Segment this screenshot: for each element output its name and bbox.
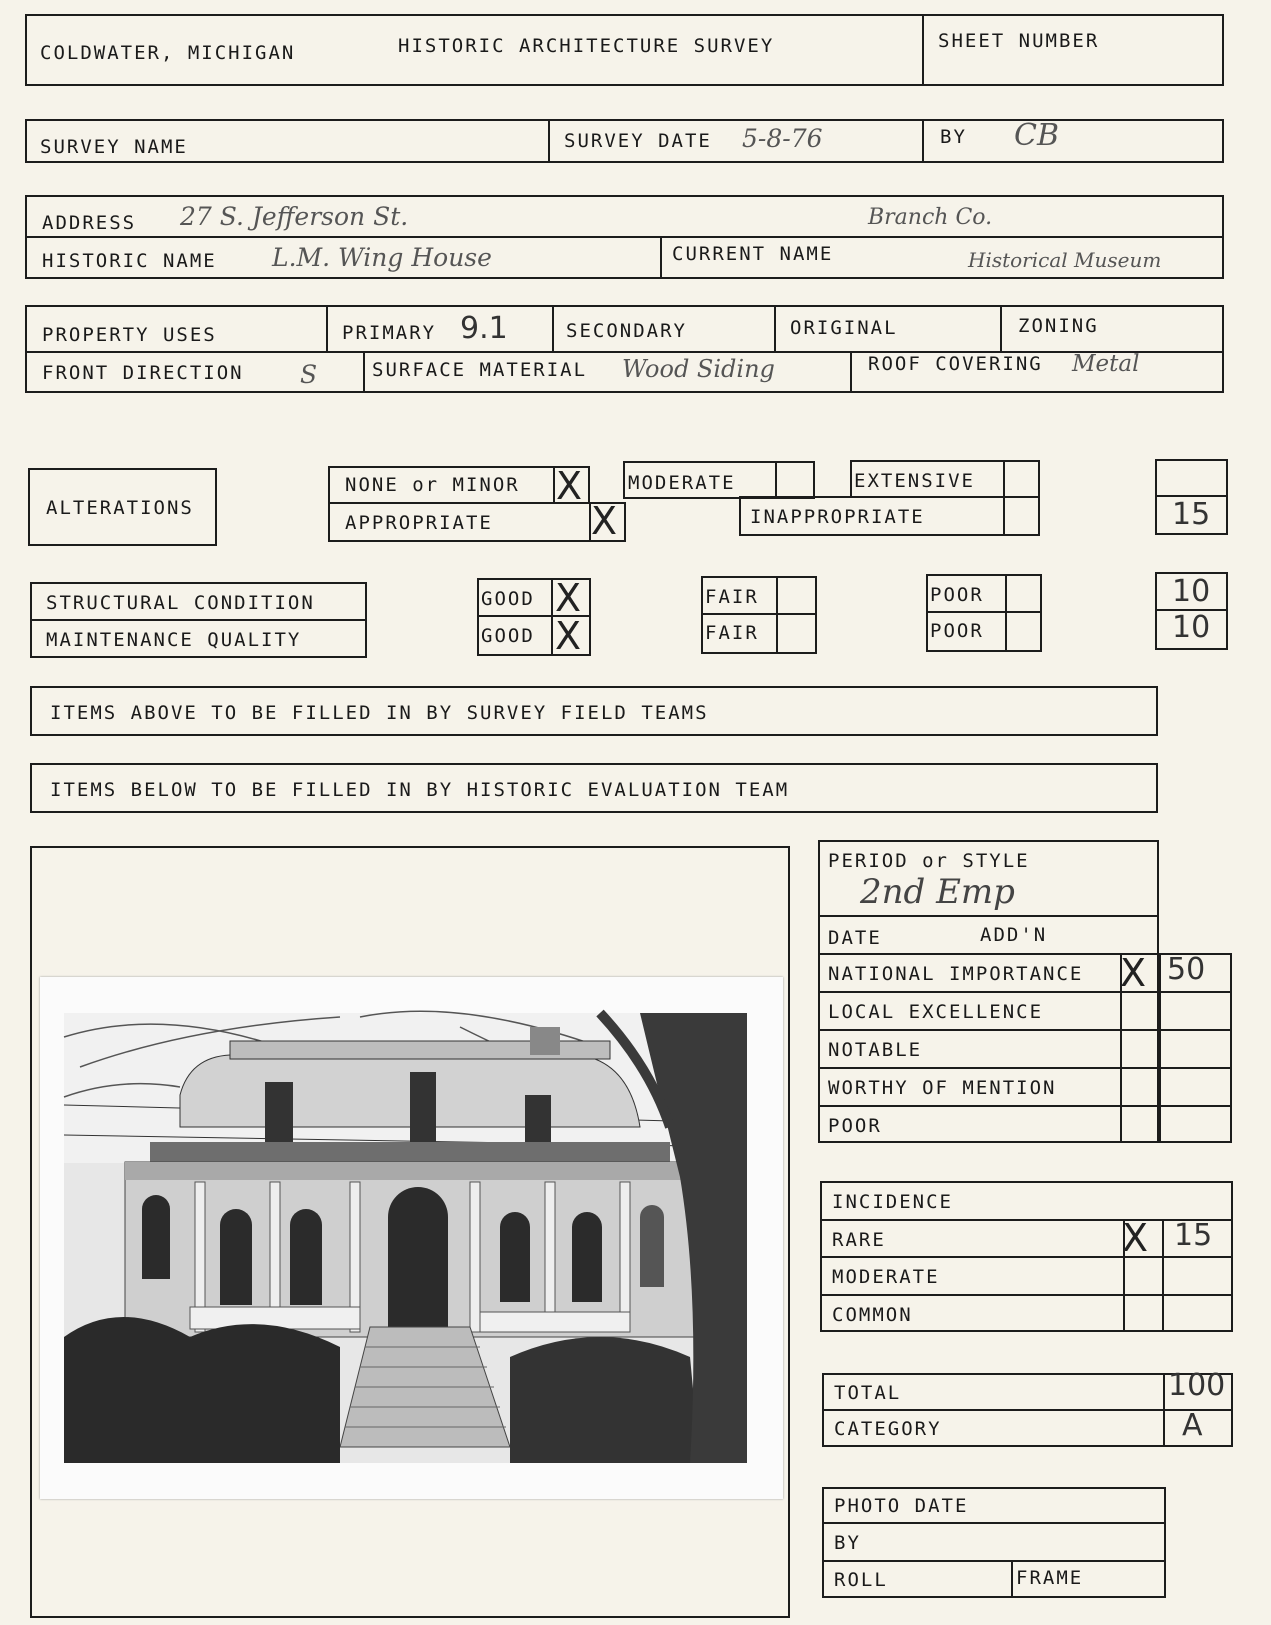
incidence-label: INCIDENCE	[832, 1191, 953, 1213]
worthy-of-mention-label: WORTHY OF MENTION	[828, 1077, 1057, 1099]
alterations-appropriate-check[interactable]: X	[591, 499, 618, 543]
maintenance-quality-label: MAINTENANCE QUALITY	[46, 629, 302, 651]
primary-value: 9.1	[460, 311, 508, 346]
roof-covering-label: ROOF COVERING	[868, 353, 1043, 375]
surface-material-value: Wood Siding	[622, 355, 775, 383]
structural-fair: FAIR	[705, 586, 759, 608]
roll-label: ROLL	[834, 1569, 888, 1591]
address-county: Branch Co.	[868, 205, 993, 230]
survey-date-value: 5-8-76	[742, 124, 823, 153]
historic-name-label: HISTORIC NAME	[42, 250, 217, 272]
structural-good-check[interactable]: X	[555, 576, 582, 620]
header-title: HISTORIC ARCHITECTURE SURVEY	[398, 35, 775, 57]
historic-name-value: L.M. Wing House	[272, 243, 492, 272]
maintenance-good: GOOD	[481, 625, 535, 647]
evaluation-poor-label: POOR	[828, 1115, 882, 1137]
photo-by-label: BY	[834, 1532, 861, 1554]
national-importance-check[interactable]: X	[1120, 951, 1147, 995]
alterations-appropriate: APPROPRIATE	[345, 512, 493, 534]
maintenance-fair: FAIR	[705, 622, 759, 644]
house-photo-image	[40, 977, 783, 1499]
addn-label: ADD'N	[980, 924, 1048, 946]
total-label: TOTAL	[834, 1382, 902, 1404]
front-direction-value: S	[300, 360, 318, 389]
category-label: CATEGORY	[834, 1418, 942, 1440]
photo-date-label: PHOTO DATE	[834, 1495, 969, 1517]
total-value: 100	[1168, 1368, 1226, 1403]
national-importance-score: 50	[1167, 952, 1206, 987]
alterations-moderate: MODERATE	[628, 472, 736, 494]
incidence-common-label: COMMON	[832, 1304, 913, 1326]
structural-poor: POOR	[930, 584, 984, 606]
sheet-number-label: SHEET NUMBER	[938, 30, 1100, 52]
house-photo	[40, 977, 783, 1499]
zoning-label: ZONING	[1018, 315, 1099, 337]
property-uses-label: PROPERTY USES	[42, 324, 217, 346]
alterations-label: ALTERATIONS	[46, 497, 194, 519]
period-style-value: 2nd Emp	[860, 872, 1015, 912]
incidence-rare-check[interactable]: X	[1122, 1216, 1149, 1260]
alterations-inappropriate: INAPPROPRIATE	[750, 506, 925, 528]
incidence-rare-score: 15	[1174, 1218, 1213, 1253]
alterations-none-minor-check[interactable]: X	[556, 464, 583, 508]
front-direction-label: FRONT DIRECTION	[42, 362, 244, 384]
original-label: ORIGINAL	[790, 317, 898, 339]
address-label: ADDRESS	[42, 212, 137, 234]
maintenance-score: 10	[1172, 610, 1211, 645]
alterations-extensive: EXTENSIVE	[854, 470, 975, 492]
survey-by-label: BY	[940, 126, 967, 148]
structural-score: 10	[1172, 574, 1211, 609]
address-value: 27 S. Jefferson St.	[180, 202, 409, 231]
date-label: DATE	[828, 927, 882, 949]
primary-label: PRIMARY	[342, 322, 437, 344]
notable-label: NOTABLE	[828, 1039, 923, 1061]
current-name-value: Historical Museum	[968, 248, 1162, 272]
local-excellence-label: LOCAL EXCELLENCE	[828, 1001, 1044, 1023]
roof-covering-value: Metal	[1072, 351, 1140, 377]
category-value: A	[1182, 1408, 1203, 1443]
note-below: ITEMS BELOW TO BE FILLED IN BY HISTORIC EVALUATION TEAM	[50, 779, 790, 801]
survey-name-label: SURVEY NAME	[40, 136, 188, 158]
maintenance-poor: POOR	[930, 620, 984, 642]
period-style-label: PERIOD or STYLE	[828, 850, 1030, 872]
frame-label: FRAME	[1016, 1567, 1084, 1589]
note-above: ITEMS ABOVE TO BE FILLED IN BY SURVEY FIELD TEAMS	[50, 702, 709, 724]
structural-good: GOOD	[481, 588, 535, 610]
incidence-moderate-label: MODERATE	[832, 1266, 940, 1288]
current-name-label: CURRENT NAME	[672, 243, 834, 265]
national-importance-label: NATIONAL IMPORTANCE	[828, 963, 1084, 985]
header-city: COLDWATER, MICHIGAN	[40, 42, 296, 64]
structural-condition-label: STRUCTURAL CONDITION	[46, 592, 315, 614]
alterations-none-minor: NONE or MINOR	[345, 474, 520, 496]
survey-by-value: CB	[1014, 118, 1059, 153]
surface-material-label: SURFACE MATERIAL	[372, 359, 588, 381]
alterations-score: 15	[1172, 497, 1211, 532]
maintenance-good-check[interactable]: X	[555, 614, 582, 658]
survey-date-label: SURVEY DATE	[564, 130, 712, 152]
secondary-label: SECONDARY	[566, 320, 687, 342]
incidence-rare-label: RARE	[832, 1229, 886, 1251]
